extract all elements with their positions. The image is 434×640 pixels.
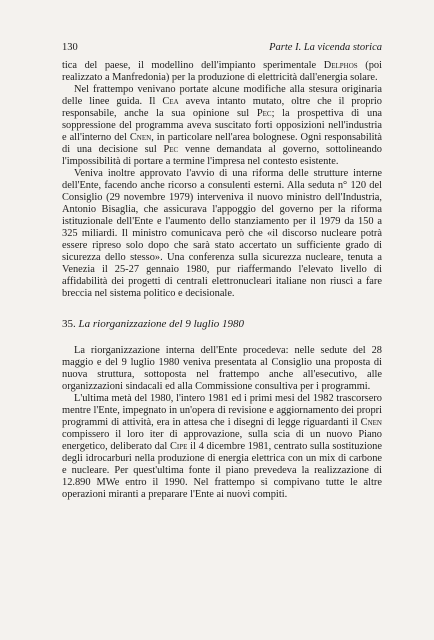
- page-body: [62, 60, 382, 501]
- text-run: aveva intanto mutato, oltre che il proprio responsabile, anche la sua opinione sul: [62, 96, 383, 119]
- section-title: La riorganizzazione del 9 luglio 1980: [78, 318, 245, 330]
- text-run: L'ultima metà del 1980, l'intero 1981 ed i primi mesi del 1982 trascorsero mentre l'Ente, impegnato in un'opera di revisione e aggiornamento dei propri programmi di attività, era in attesa che i disegni di legge riguardanti il: [62, 393, 382, 428]
- text-run: , in particolare nell'area bolognese. Ogni responsabilità di una decisione sul: [62, 132, 383, 155]
- section-heading: [62, 318, 382, 331]
- running-title: Parte I. La vicenda storica: [269, 42, 382, 53]
- text-run: (poi realizzato a Manfredonia) per la produzione di elettricità dall'energia solare.: [62, 60, 382, 83]
- acronym: Cea: [162, 96, 179, 107]
- text-run: il 4 dicembre 1981, centrato sulla sostituzione degli idrocarburi nella produzione di energia elettrica con un mix di carbone e nucleare. Per quest'ultima fonte il piano prevedeva la realizzazione di 12.890 MWe entro il 1990. Nel frattempo si compivano tutte le altre operazioni miranti a preparare l'Ente ai nuovi compiti.: [62, 441, 382, 500]
- acronym: Delphos: [323, 60, 358, 71]
- paragraph: [62, 60, 382, 84]
- paragraph: [62, 345, 382, 393]
- acronym: Cnen: [129, 132, 152, 143]
- text-run: tica del paese, il modellino dell'impianto sperimentale: [62, 60, 324, 71]
- text-run: compissero il loro iter di approvazione, sulla scia di un nuovo Piano energetico, deliberato dal: [62, 429, 382, 452]
- text-run: La riorganizzazione interna dell'Ente procedeva: nelle sedute del 28 maggio e del 9 luglio 1980 veniva presentata al Consiglio una proposta di nuova struttura, sottoposta nel frattempo anche all'esecutivo, alle organizzazioni sindacali ed alla Commissione consultiva per i programmi.: [62, 345, 382, 392]
- paragraph: [62, 168, 382, 300]
- section-paragraphs: [62, 345, 382, 501]
- page-number: 130: [62, 42, 78, 53]
- text-run: Nel frattempo venivano portate alcune modifiche alla stesura originaria delle linee guida. Il: [62, 84, 382, 107]
- acronym: Pec: [163, 144, 179, 155]
- paragraphs-before-section: [62, 60, 382, 300]
- acronym: Pec: [256, 108, 272, 119]
- text-run: venne demandata al governo, sottolineando l'impossibilità di portare a termine l'impresa nel contesto esistente.: [62, 144, 382, 167]
- section-number: 35.: [62, 318, 76, 330]
- text-run: ; la prospettiva di una soppressione del programma aveva suscitato forti opposizioni nell'industria e all'interno del: [62, 108, 383, 143]
- acronym: Cnen: [360, 417, 382, 428]
- text-run: Veniva inoltre approvato l'avvio di una riforma delle strutture interne dell'Ente, facendo anche ricorso a consulenti esterni. Alla seduta n° 120 del Consiglio (29 novembre 1979) interveniva il nuovo ministro dell'Industria, Antonio Bisaglia, che assicurava l'appoggio del governo per la riforma istituzionale dell'Ente e l'aumento dello stanziamento per il 1979 da 150 a 325 miliardi. Il ministro comunicava però che «il discorso nucleare potrà essere ripreso solo dopo che sarà stato accertato un sufficiente grado di sicurezza dello stesso». Una conferenza sulla sicurezza nucleare, tenuta a Venezia il 25-27 gennaio 1980, pur riaffermando l'elevato livello di affidabilità dei progetti di centrali elettronucleari italiane non riuscì a fare breccia nel sistema politico e decisionale.: [62, 168, 382, 299]
- paragraph: [62, 84, 382, 168]
- paragraph: [62, 393, 382, 501]
- acronym: Cipe: [169, 441, 188, 452]
- page-header: [62, 42, 382, 56]
